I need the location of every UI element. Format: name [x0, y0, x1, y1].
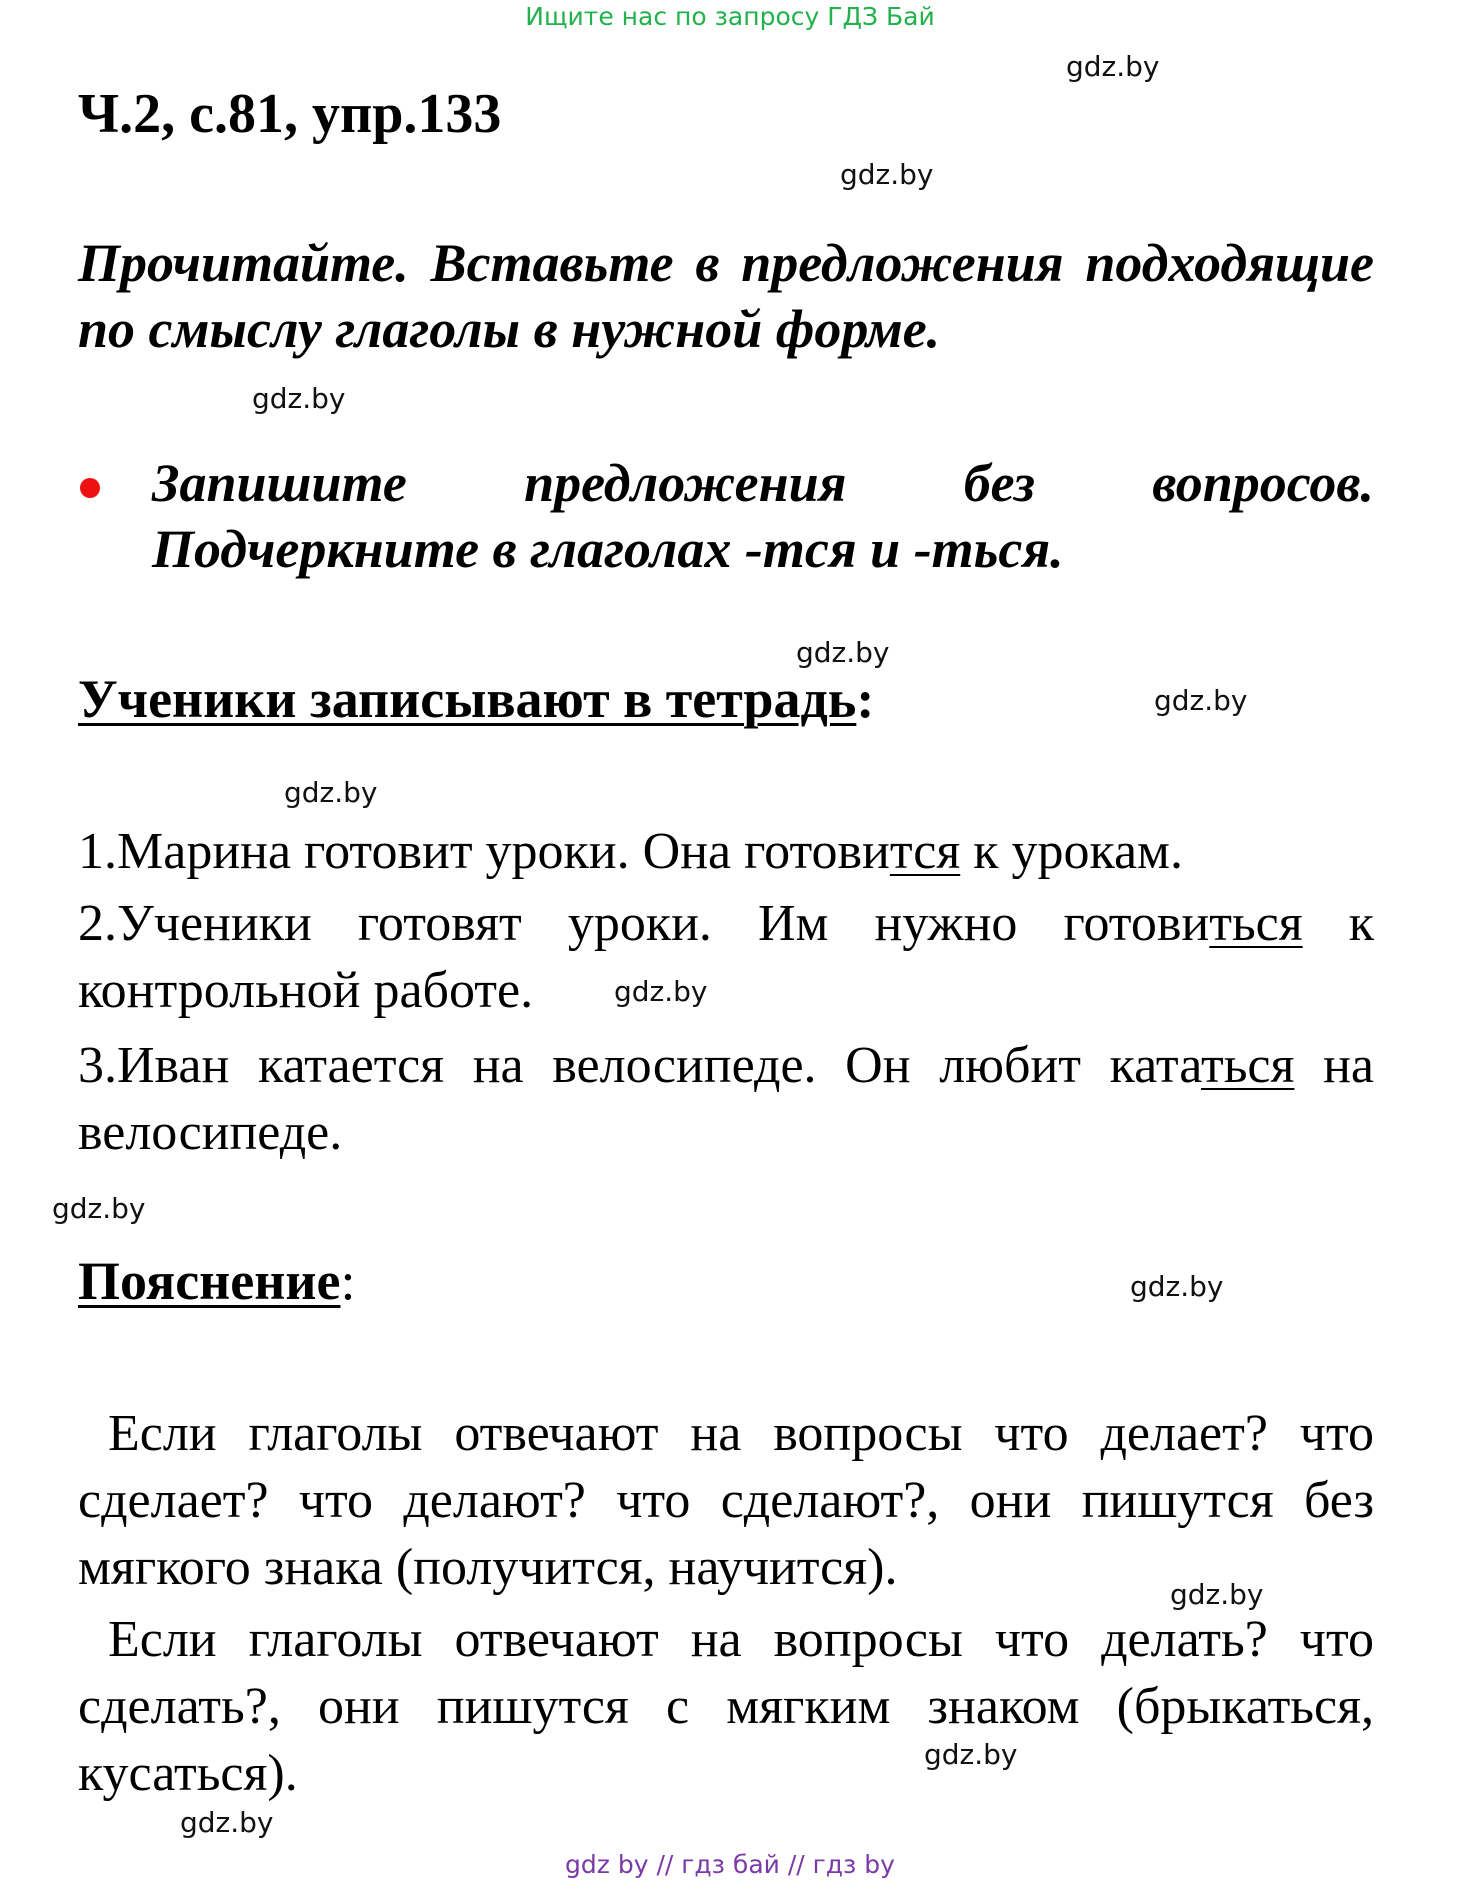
answer-text: к контрольной работе. [78, 895, 1374, 1019]
watermark: gdz.by [284, 776, 378, 809]
task-text: Прочитайте. Вставьте в предложения подходящие по смыслу глаголы в нужной форме. [78, 233, 1374, 359]
watermark: gdz.by [1154, 684, 1248, 717]
answer-item [78, 818, 1374, 885]
watermark: gdz.by [614, 975, 708, 1008]
answer-text: на велосипеде. [78, 1037, 1374, 1161]
watermark: gdz.by [180, 1806, 274, 1839]
explanation-heading [78, 1250, 355, 1312]
answer-text: 1.Марина готовит уроки. Она готови [78, 823, 890, 880]
answer-text: 2.Ученики готовят уроки. Им нужно готови [78, 895, 1210, 952]
answers-heading [78, 668, 874, 730]
bullet-dot [80, 478, 100, 498]
watermark: gdz.by [796, 636, 890, 669]
answer-text: 3.Иван катается на велосипеде. Он любит ката [78, 1037, 1201, 1094]
answers-heading-colon: : [856, 669, 875, 729]
answer-text: к урокам. [960, 823, 1183, 880]
watermark: gdz.by [1066, 50, 1160, 83]
watermark: gdz.by [1170, 1578, 1264, 1611]
watermark: gdz.by [1130, 1270, 1224, 1303]
answer-item [78, 1032, 1374, 1166]
answer-item [78, 890, 1374, 1024]
explanation-heading-text: Пояснение [78, 1251, 341, 1311]
watermark: gdz.by [840, 158, 934, 191]
explanation-paragraph: Если глаголы отвечают на вопросы что делает? что сделает? что делают? что сделают?, они пишутся без мягкого знака (получится, научится). [78, 1405, 1374, 1596]
task-bullet-text: Запишите предложения без вопросов. Подчеркните в глаголах -тся и -ться. [152, 453, 1374, 579]
watermark: gdz.by [252, 382, 346, 415]
answer-suffix: ться [1209, 895, 1303, 952]
top-banner[interactable]: Ищите нас по запросу ГДЗ Бай [525, 2, 935, 31]
answer-suffix: тся [889, 823, 961, 880]
answer-suffix: ться [1200, 1037, 1295, 1094]
footer-links[interactable]: gdz by // гдз бай // гдз by [565, 1850, 895, 1879]
watermark: gdz.by [52, 1192, 146, 1225]
page-title: Ч.2, с.81, упр.133 [78, 83, 502, 145]
watermark: gdz.by [924, 1738, 1018, 1771]
explanation-paragraph: Если глаголы отвечают на вопросы что делать? что сделать?, они пишутся с мягким знаком (брыкаться, кусаться). [78, 1611, 1374, 1802]
explanation-heading-colon: : [340, 1251, 356, 1311]
answers-heading-text: Ученики записывают в тетрадь [78, 669, 857, 729]
